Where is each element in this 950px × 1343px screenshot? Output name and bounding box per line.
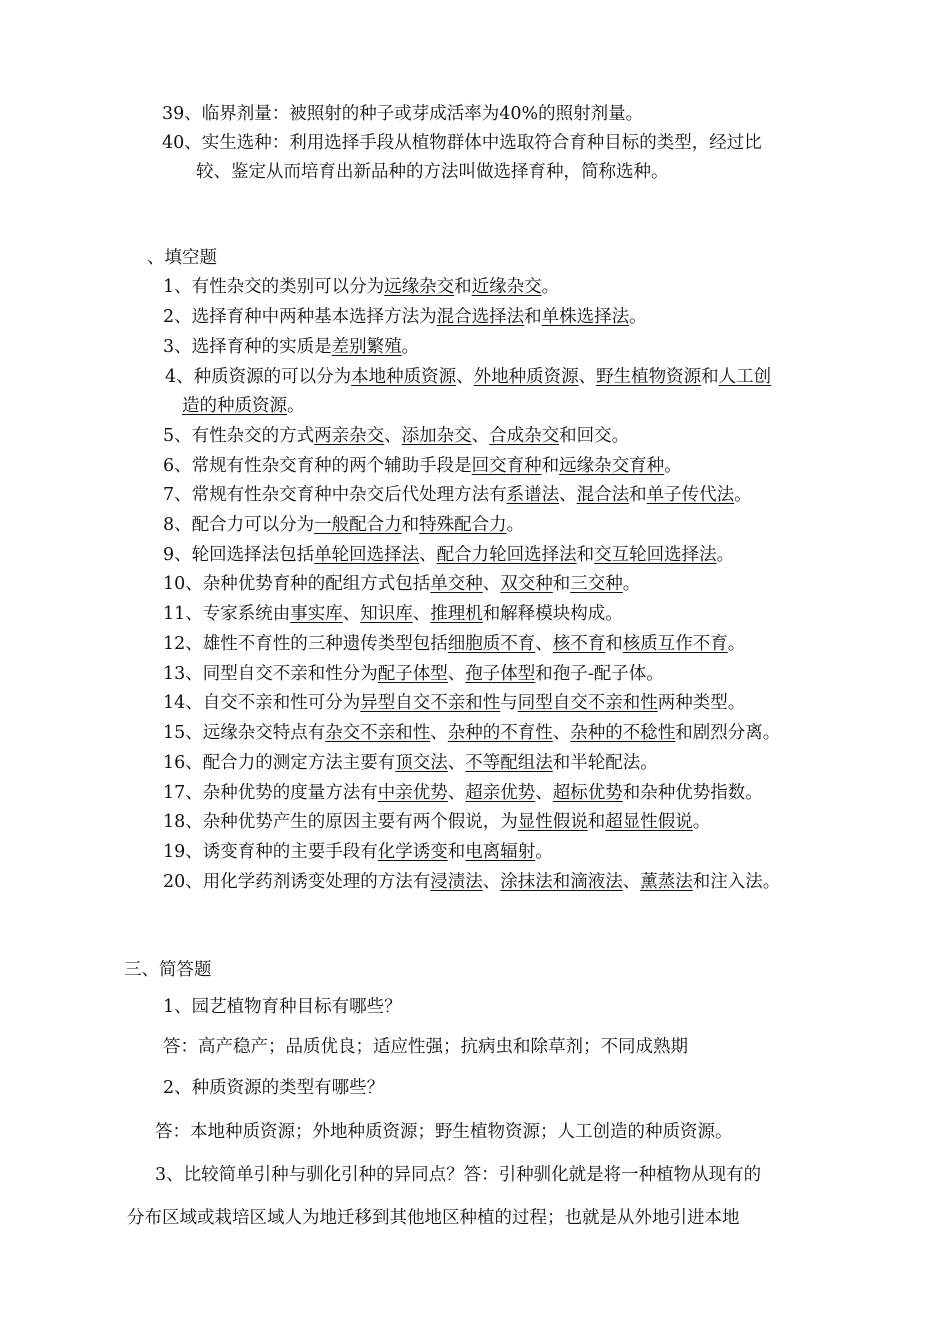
item-text: 和半轮配法。 <box>552 753 658 773</box>
answer-blank: 显性假说 <box>517 812 588 832</box>
item-text: 和 <box>605 634 623 654</box>
item-text: 。 <box>716 545 735 565</box>
answer-blank: 外地种质资源 <box>473 367 579 387</box>
answer-blank: 知识库 <box>360 604 413 624</box>
answer-blank: 不等配组法 <box>465 753 553 773</box>
item-text: 、 <box>430 723 448 743</box>
answer-blank: 单轮回选择法 <box>314 545 420 565</box>
answer-blank: 核质互作不育 <box>622 634 728 654</box>
item-text: 和 <box>629 485 647 505</box>
item-text: 、 <box>456 367 474 387</box>
item-text: 与 <box>500 693 518 713</box>
item-text: 和 <box>576 545 595 565</box>
item-text: 8、配合力可以分为 <box>163 515 315 535</box>
item-text: 、 <box>559 485 577 505</box>
answer-blank: 杂种的不稔性 <box>570 723 676 743</box>
item-text: 16、配合力的测定方法主要有 <box>163 753 396 773</box>
fill-item <box>163 871 780 893</box>
item-text: 、 <box>384 426 402 446</box>
answer-blank: 三交种 <box>570 574 623 594</box>
fill-item <box>163 603 623 625</box>
item-text: 和孢子-配子体。 <box>535 664 664 684</box>
item-text: 、 <box>471 426 490 446</box>
fill-item <box>163 276 559 298</box>
fill-item <box>163 544 734 566</box>
section-heading-short: 三、简答题 <box>124 960 212 980</box>
item-text: 。 <box>692 812 711 832</box>
answer-blank: 超亲优势 <box>465 783 536 803</box>
item-text: 和 <box>587 812 606 832</box>
item-text: 3、比较简单引种与驯化引种的异同点？答：引种驯化就是将一种植物从现有的 <box>155 1165 762 1185</box>
answer-blank: 杂种的不育性 <box>447 723 553 743</box>
item-text: 5、有性杂交的方式 <box>163 426 315 446</box>
item-text: 、 <box>578 367 597 387</box>
answer-blank: 单交种 <box>430 574 483 594</box>
item-text: 和 <box>541 456 560 476</box>
item-text: 、 <box>419 545 437 565</box>
answer-blank: 薰蒸法 <box>640 872 693 892</box>
item-text: 、 <box>482 872 501 892</box>
fill-item <box>165 366 771 388</box>
short-item <box>163 996 402 1018</box>
fill-item <box>163 841 553 863</box>
short-item <box>163 1077 384 1099</box>
fill-item <box>163 336 419 358</box>
answer-blank: 人工创 <box>718 367 772 387</box>
item-text: 和剧烈分离。 <box>675 723 781 743</box>
fill-item <box>163 484 752 506</box>
fill-item <box>163 663 664 685</box>
item-text: 和 <box>454 277 472 297</box>
answer-blank: 混合选择法 <box>436 307 525 327</box>
item-text: 。 <box>506 515 525 535</box>
item-text: 。 <box>734 485 752 505</box>
item-text: 15、远缘杂交特点有 <box>163 723 326 743</box>
fill-item <box>163 722 780 744</box>
fill-item <box>163 633 745 655</box>
glossary-line <box>196 161 669 183</box>
item-text: 13、同型自交不亲和性分为 <box>163 664 378 684</box>
answer-blank: 近缘杂交 <box>471 277 542 297</box>
answer-blank: 化学诱变 <box>377 842 448 862</box>
short-item <box>163 1036 688 1058</box>
answer-blank: 异型自交不亲和性 <box>360 693 501 713</box>
item-text: 1、园艺植物育种目标有哪些？ <box>163 997 402 1017</box>
item-text: 两种类型。 <box>657 693 746 713</box>
item-text: 、 <box>535 634 553 654</box>
item-text: 2、种质资源的类型有哪些？ <box>163 1078 385 1098</box>
item-text: 6、常规有性杂交育种的两个辅助手段是 <box>163 456 472 476</box>
item-text: 12、雄性不育性的三种遗传类型包括 <box>163 634 448 654</box>
item-text: 1、有性杂交的类别可以分为 <box>163 277 385 297</box>
item-text: 、 <box>342 604 361 624</box>
item-text: 14、自交不亲和性可分为 <box>163 693 361 713</box>
item-number: 40、 <box>162 133 202 153</box>
answer-blank: 本地种质资源 <box>351 367 457 387</box>
answer-blank: 中亲优势 <box>377 783 448 803</box>
fill-item <box>163 514 524 536</box>
item-text: 19、诱变育种的主要手段有 <box>163 842 378 862</box>
item-text: 和 <box>552 574 571 594</box>
item-text: 17、杂种优势的度量方法有 <box>163 783 378 803</box>
answer-blank: 核不育 <box>552 634 606 654</box>
fill-item <box>163 425 629 447</box>
item-text: 、 <box>447 753 466 773</box>
item-text: 和注入法。 <box>692 872 781 892</box>
answer-blank: 同型自交不亲和性 <box>517 693 658 713</box>
answer-blank: 推理机 <box>430 604 483 624</box>
item-text: 和杂种优势指数。 <box>622 783 763 803</box>
fill-item <box>163 455 682 477</box>
short-item <box>155 1121 733 1143</box>
fill-item <box>182 395 305 417</box>
item-text: 和解释模块构成。 <box>482 604 623 624</box>
item-text: 20、用化学药剂诱变处理的方法有 <box>163 872 431 892</box>
glossary-line <box>162 132 762 154</box>
answer-blank: 造的种质资源 <box>182 396 287 416</box>
item-text: 较、鉴定从而培育出新品种的方法叫做选择育种，简称选种。 <box>196 162 669 182</box>
fill-item <box>163 306 647 328</box>
answer-blank: 电离辐射 <box>465 842 536 862</box>
fill-item <box>163 692 745 714</box>
item-text: 。 <box>535 842 553 862</box>
answer-blank: 超显性假说 <box>605 812 693 832</box>
glossary-line <box>162 103 643 125</box>
fill-item <box>163 811 710 833</box>
answer-blank: 两亲杂交 <box>314 426 385 446</box>
item-text: 7、常规有性杂交育种中杂交后代处理方法有 <box>163 485 507 505</box>
item-text: 9、轮回选择法包括 <box>163 545 315 565</box>
item-text: 。 <box>664 456 682 476</box>
section-heading-fill: 、填空题 <box>147 248 217 268</box>
item-text: 10、杂种优势育种的配组方式包括 <box>163 574 431 594</box>
item-text: 、 <box>412 604 431 624</box>
answer-blank: 交互轮回选择法 <box>594 545 717 565</box>
item-text: 。 <box>401 337 420 357</box>
item-text: 4、种质资源的可以分为 <box>165 367 352 387</box>
item-text: 。 <box>622 574 641 594</box>
short-item <box>155 1164 761 1186</box>
answer-blank: 事实库 <box>290 604 343 624</box>
answer-blank: 孢子体型 <box>465 664 536 684</box>
item-text: 。 <box>287 396 305 416</box>
answer-blank: 添加杂交 <box>401 426 472 446</box>
item-text: 答：本地种质资源；外地种质资源；野生植物资源；人工创造的种质资源。 <box>155 1122 733 1142</box>
answer-blank: 一般配合力 <box>314 515 402 535</box>
answer-blank: 远缘杂交 <box>384 277 455 297</box>
item-text: 。 <box>541 277 560 297</box>
answer-blank: 顶交法 <box>395 753 448 773</box>
answer-blank: 系谱法 <box>506 485 560 505</box>
item-text: 和 <box>447 842 466 862</box>
item-text: 。 <box>629 307 647 327</box>
answer-blank: 混合法 <box>576 485 630 505</box>
item-text: 、 <box>447 664 466 684</box>
answer-blank: 细胞质不育 <box>447 634 536 654</box>
answer-blank: 合成杂交 <box>489 426 560 446</box>
item-text: 、 <box>622 872 641 892</box>
answer-blank: 远缘杂交育种 <box>559 456 665 476</box>
answer-blank: 回交育种 <box>471 456 542 476</box>
item-number: 39、 <box>162 104 202 124</box>
fill-item <box>163 782 763 804</box>
item-text: 答：高产稳产；品质优良；适应性强；抗病虫和除草剂；不同成熟期 <box>163 1037 688 1057</box>
answer-blank: 单株选择法 <box>541 307 630 327</box>
item-text: 和 <box>524 307 542 327</box>
answer-blank: 配子体型 <box>377 664 448 684</box>
short-item <box>127 1207 740 1229</box>
item-text: 3、选择育种的实质是 <box>163 337 332 357</box>
answer-blank: 差别繁殖 <box>331 337 402 357</box>
item-text: 、 <box>447 783 466 803</box>
answer-blank: 杂交不亲和性 <box>325 723 431 743</box>
item-text: 18、杂种优势产生的原因主要有两个假说，为 <box>163 812 518 832</box>
answer-blank: 野生植物资源 <box>596 367 702 387</box>
answer-blank: 超标优势 <box>552 783 623 803</box>
answer-blank: 涂抹法和滴液法 <box>500 872 623 892</box>
item-text: 、 <box>482 574 501 594</box>
item-text: 临界剂量：被照射的种子或芽成活率为40%的照射剂量。 <box>201 104 644 124</box>
item-text: 、 <box>535 783 553 803</box>
answer-blank: 单子传代法 <box>646 485 735 505</box>
item-text: 和回交。 <box>559 426 630 446</box>
item-text: 、 <box>552 723 571 743</box>
item-text: 分布区域或栽培区域人为地迁移到其他地区种植的过程；也就是从外地引进本地 <box>127 1208 740 1228</box>
item-text: 实生选种：利用选择手段从植物群体中选取符合育种目标的类型，经过比 <box>201 133 762 153</box>
item-text: 11、专家系统由 <box>163 604 291 624</box>
answer-blank: 双交种 <box>500 574 553 594</box>
fill-item <box>163 573 640 595</box>
answer-blank: 浸渍法 <box>430 872 483 892</box>
answer-blank: 特殊配合力 <box>419 515 507 535</box>
item-text: 2、选择育种中两种基本选择方法为 <box>163 307 437 327</box>
answer-blank: 配合力轮回选择法 <box>436 545 577 565</box>
item-text: 和 <box>701 367 719 387</box>
fill-item <box>163 752 658 774</box>
item-text: 和 <box>401 515 420 535</box>
item-text: 。 <box>727 634 746 654</box>
